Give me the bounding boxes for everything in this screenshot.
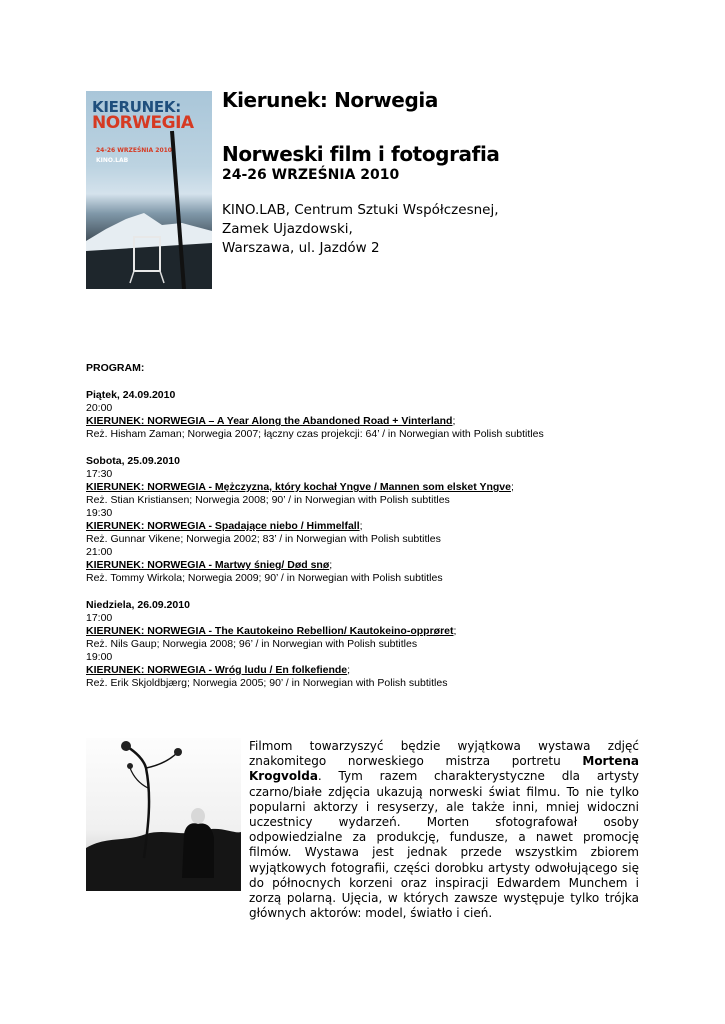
venue-line: Warszawa, ul. Jazdów 2 bbox=[222, 240, 380, 256]
page-subtitle: Norweski film i fotografia bbox=[222, 142, 500, 166]
day-name: Piątek, 24.09.2010 bbox=[86, 389, 176, 401]
screening-title-line: KIERUNEK: NORWEGIA - Martwy śnieg/ Død snø; bbox=[86, 559, 333, 571]
screening-time: 21:00 bbox=[86, 546, 113, 558]
film-title: KIERUNEK: NORWEGIA - Martwy śnieg/ Død snø bbox=[86, 559, 330, 571]
film-title: KIERUNEK: NORWEGIA - Wróg ludu / En folkefiende bbox=[86, 664, 348, 676]
screening-details: Reż. Tommy Wirkola; Norwegia 2009; 90’ / in Norwegian with Polish subtitles bbox=[86, 572, 443, 584]
screening-time: 17:30 bbox=[86, 468, 113, 480]
screening-details: Reż. Stian Kristiansen; Norwegia 2008; 90’ / in Norwegian with Polish subtitles bbox=[86, 494, 450, 506]
page-title: Kierunek: Norwegia bbox=[222, 88, 438, 112]
event-dates: 24-26 WRZEŚNIA 2010 bbox=[222, 167, 400, 183]
screening-title-line: KIERUNEK: NORWEGIA - Spadające niebo / Himmelfall; bbox=[86, 520, 363, 532]
program-day bbox=[86, 455, 686, 585]
program-day bbox=[86, 599, 686, 690]
screening-details: Reż. Nils Gaup; Norwegia 2008; 96’ / in Norwegian with Polish subtitles bbox=[86, 638, 418, 650]
exhibition-description bbox=[249, 739, 639, 921]
day-name: Niedziela, 26.09.2010 bbox=[86, 599, 190, 611]
photographer-name: Mortena Krogvolda bbox=[249, 754, 639, 784]
poster-title-line2: NORWEGIA bbox=[92, 113, 194, 133]
program-heading: PROGRAM: bbox=[86, 362, 145, 374]
screening-title-line: KIERUNEK: NORWEGIA - Mężczyzna, który kochał Yngve / Mannen som elsket Yngve; bbox=[86, 481, 514, 493]
festival-poster bbox=[86, 91, 212, 289]
screening-time: 17:00 bbox=[86, 612, 113, 624]
exhibition-photo bbox=[86, 738, 241, 891]
screening-title-line: KIERUNEK: NORWEGIA - Wróg ludu / En folkefiende; bbox=[86, 664, 351, 676]
screening-time: 20:00 bbox=[86, 402, 113, 414]
photo-tree-portrait-icon bbox=[86, 738, 241, 891]
description-text: Filmom towarzyszyć będzie wyjątkowa wystawa zdjęć znakomitego norweskiego mistrza portretu bbox=[249, 739, 639, 769]
screening-details: Reż. Gunnar Vikene; Norwegia 2002; 83’ / in Norwegian with Polish subtitles bbox=[86, 533, 441, 545]
screening-title-line: KIERUNEK: NORWEGIA - The Kautokeino Rebellion/ Kautokeino-opprøret; bbox=[86, 625, 457, 637]
venue-line: Zamek Ujazdowski, bbox=[222, 221, 353, 237]
film-title: KIERUNEK: NORWEGIA – A Year Along the Abandoned Road + Vinterland bbox=[86, 415, 453, 427]
screening-details: Reż. Erik Skjoldbjærg; Norwegia 2005; 90’ / in Norwegian with Polish subtitles bbox=[86, 677, 448, 689]
screening-time: 19:30 bbox=[86, 507, 113, 519]
film-title: KIERUNEK: NORWEGIA - Mężczyzna, który kochał Yngve / Mannen som elsket Yngve bbox=[86, 481, 511, 493]
screening-time: 19:00 bbox=[86, 651, 113, 663]
poster-dates: 24-26 WRZEŚNIA 2010 bbox=[96, 147, 172, 154]
poster-venue: KINO.LAB bbox=[96, 157, 129, 164]
venue-line: KINO.LAB, Centrum Sztuki Współczesnej, bbox=[222, 202, 499, 218]
poster-title-line1: KIERUNEK: bbox=[92, 98, 181, 116]
description-text: . Tym razem charakterystyczne dla artysty czarno/białe zdjęcia ukazują norweski świat filmu. To nie tylko popularni aktorzy i resyserzy, ale także inni, mniej widoczni uczestnicy wydarzeń. Morten sfotografował osoby odpowiedzialne za produkcję, fundusze, a nawet promocję filmów. Wystawa jest jednak przede wszystkim zbiorem wyjątkowych fotografii, części dorobku artysty odwołującego się do północnych korzeni oraz inspiracji Edwardem Munchem i zorzą polarną. Ujęcia, w których zawsze występuje tylko trójka głównych aktorów: model, światło i cień. bbox=[249, 769, 639, 921]
film-title: KIERUNEK: NORWEGIA - The Kautokeino Rebellion/ Kautokeino-opprøret bbox=[86, 625, 454, 637]
venue-address bbox=[222, 201, 499, 258]
day-name: Sobota, 25.09.2010 bbox=[86, 455, 180, 467]
film-title: KIERUNEK: NORWEGIA - Spadające niebo / Himmelfall bbox=[86, 520, 360, 532]
screening-title-line: KIERUNEK: NORWEGIA – A Year Along the Abandoned Road + Vinterland; bbox=[86, 415, 456, 427]
program-day bbox=[86, 389, 686, 441]
screening-details: Reż. Hisham Zaman; Norwegia 2007; łączny czas projekcji: 64’ / in Norwegian with Polish subtitles bbox=[86, 428, 544, 440]
program-section bbox=[86, 362, 686, 704]
